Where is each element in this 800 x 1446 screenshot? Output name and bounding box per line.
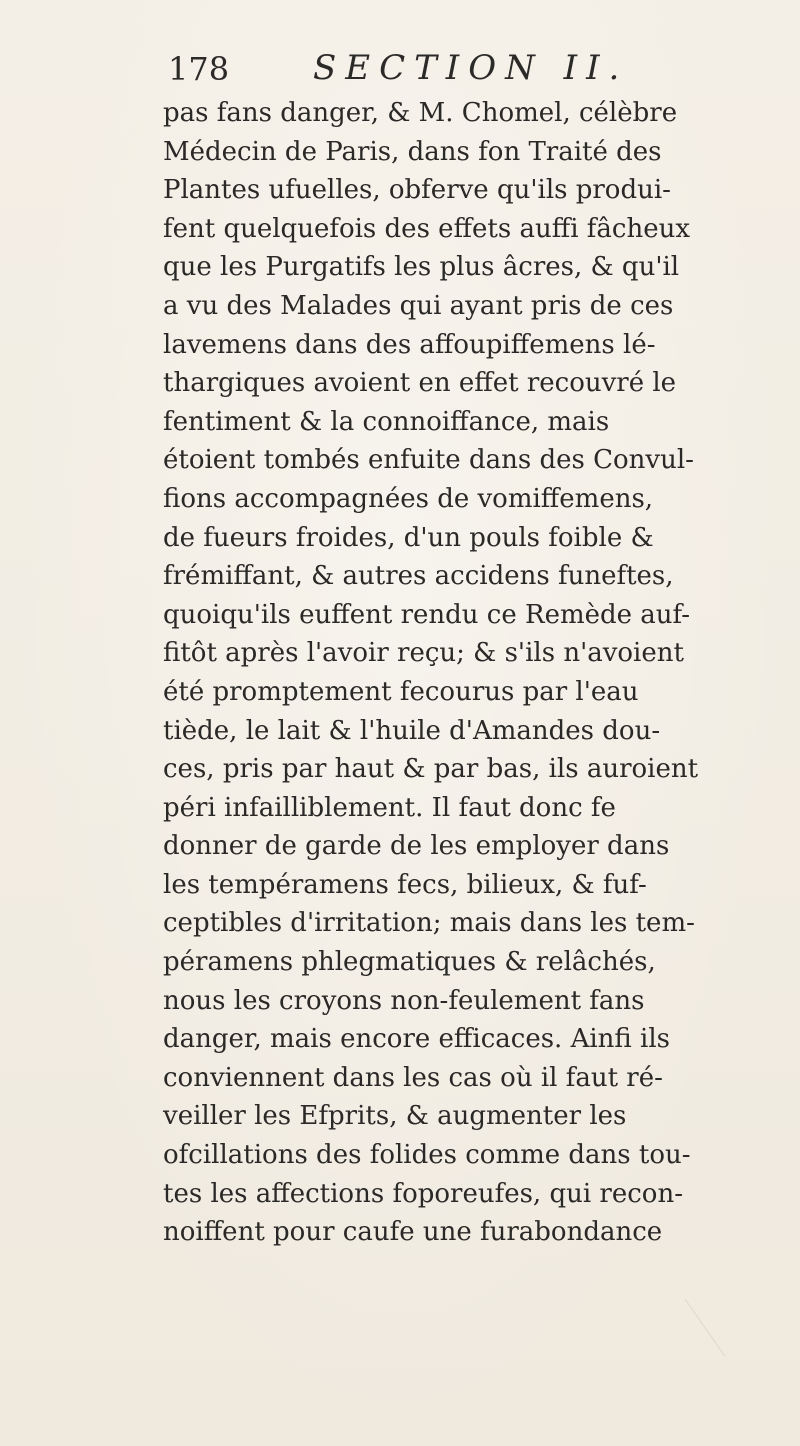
text-line: noiffent pour caufe une furabondance [163, 1217, 663, 1248]
text-line: les tempéramens fecs, bilieux, & fuf- [163, 869, 647, 900]
text-line: pas fans danger, & M. Chomel, célèbre [163, 98, 678, 128]
text-line: fitôt après l'avoir reçu; & s'ils n'avoient [163, 638, 684, 669]
body-text [163, 94, 800, 1252]
text-line: Médecin de Paris, dans fon Traité des [163, 136, 662, 167]
text-line: Plantes ufuelles, obferve qu'ils produi- [163, 175, 671, 206]
text-line: de fueurs froides, d'un pouls foible & [163, 522, 654, 553]
paper-mark [635, 1299, 725, 1391]
text-line: péri infailliblement. Il faut donc fe [163, 792, 616, 823]
text-line: quoiqu'ils euffent rendu ce Remède auf- [163, 599, 691, 630]
text-line: que les Purgatifs les plus âcres, & qu'il [163, 252, 680, 283]
text-line: a vu des Malades qui ayant pris de ces [163, 290, 674, 321]
text-line: tes les affections foporeufes, qui recon- [163, 1178, 683, 1209]
running-head: SECTION II. [313, 48, 629, 88]
text-line: lavemens dans des affoupiffemens lé- [163, 329, 656, 360]
text-line: péramens phlegmatiques & relâchés, [163, 947, 656, 978]
text-line: ofcillations des folides comme dans tou- [163, 1140, 691, 1171]
page-header [138, 46, 698, 96]
text-line: thargiques avoient en effet recouvré le [163, 368, 677, 399]
text-line: fent quelquefois des effets auffi fâcheux [163, 213, 690, 244]
text-line: ceptibles d'irritation; mais dans les tem- [163, 908, 695, 939]
text-line: conviennent dans les cas où il faut ré- [163, 1062, 663, 1093]
text-line: donner de garde de les employer dans [163, 831, 670, 862]
text-line: veiller les Efprits, & augmenter les [163, 1101, 627, 1132]
text-line: fentiment & la connoiffance, mais [163, 406, 610, 437]
text-line: ces, pris par haut & par bas, ils auroient [163, 754, 699, 785]
text-line: danger, mais encore efficaces. Ainfi ils [163, 1024, 670, 1055]
text-line: étoient tombés enfuite dans des Convul- [163, 445, 694, 476]
page-number: 178 [168, 50, 230, 88]
text-line: fions accompagnées de vomiffemens, [163, 483, 654, 514]
text-line: tiède, le lait & l'huile d'Amandes dou- [163, 715, 661, 746]
text-line: nous les croyons non-feulement fans [163, 985, 645, 1016]
text-line: été promptement fecourus par l'eau [163, 676, 639, 707]
text-line: frémiffant, & autres accidens funeftes, [163, 561, 674, 592]
